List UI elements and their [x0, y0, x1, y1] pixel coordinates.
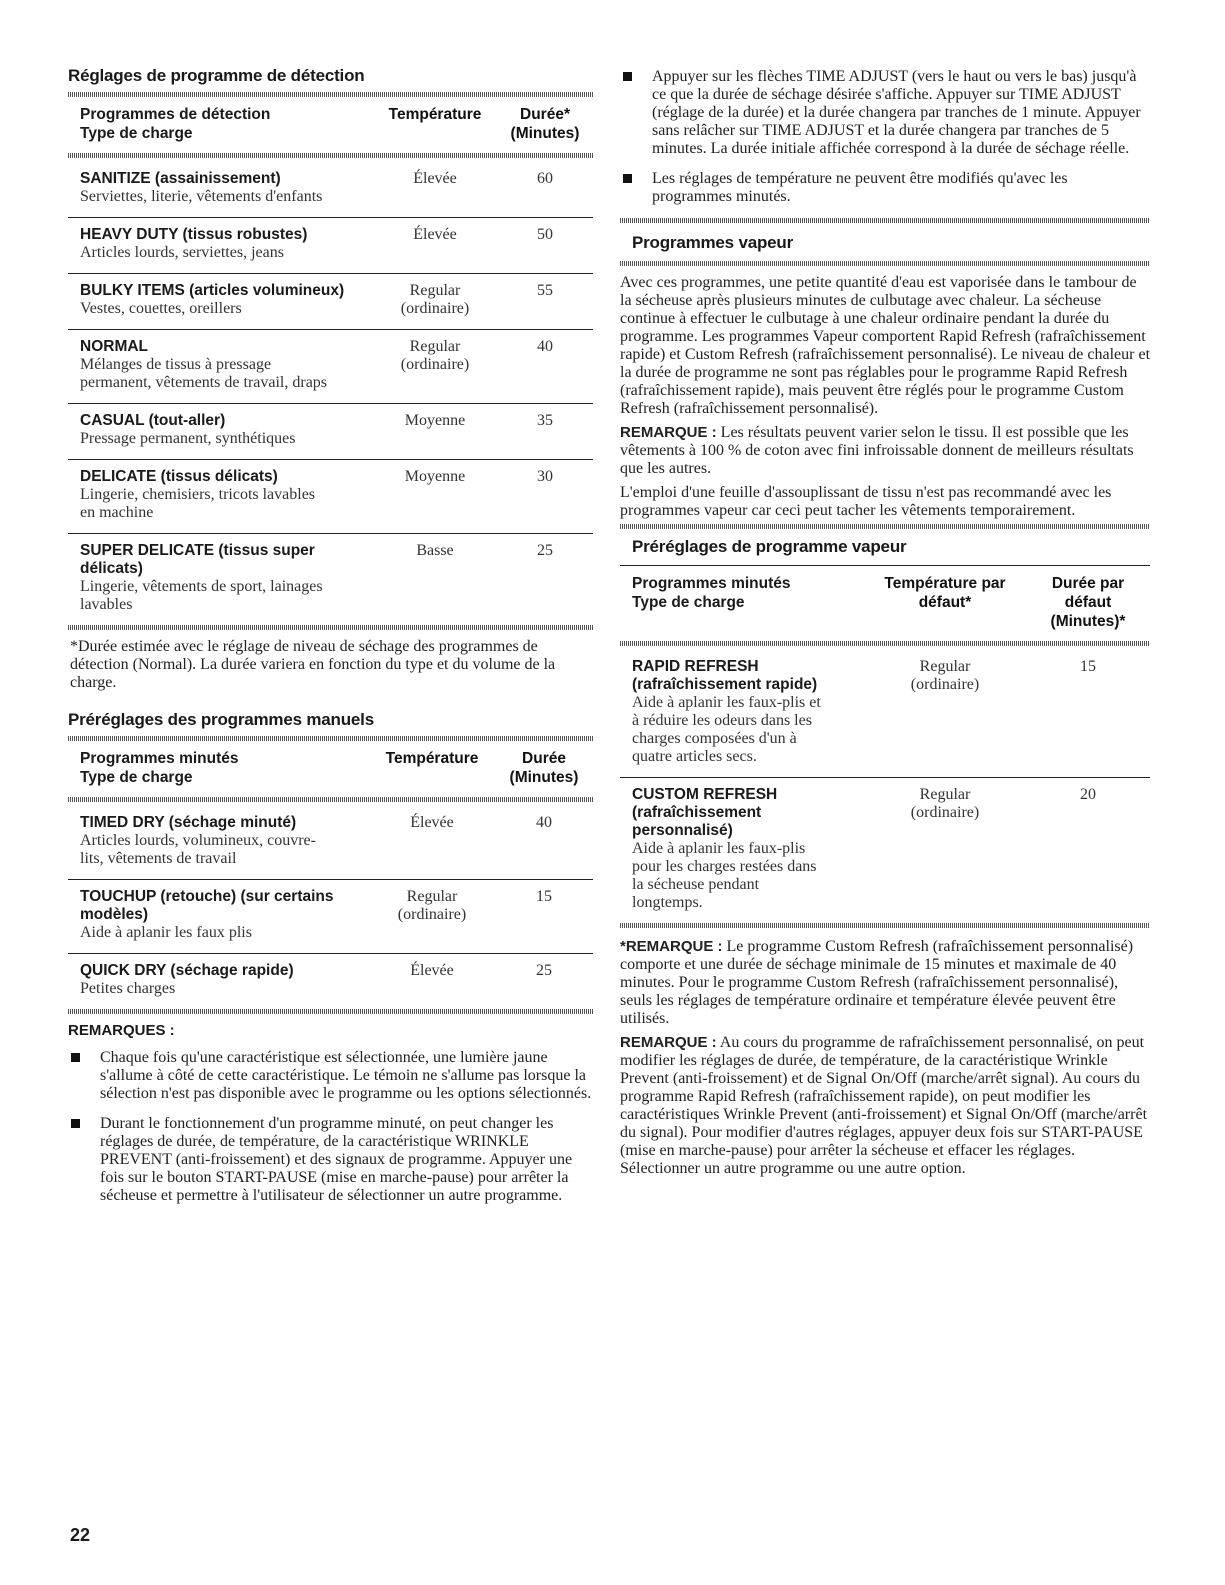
header-minutes: (Minutes)	[510, 125, 580, 142]
left-column	[68, 66, 593, 1217]
table-row	[68, 534, 593, 625]
header-default: défaut	[1064, 594, 1112, 611]
program-name: HEAVY DUTY (tissus robustes)	[80, 226, 308, 243]
program-description: Articles lourds, volumineux, couvre-lits, vêtements de travail	[80, 832, 316, 867]
steam-paragraph: Avec ces programmes, une petite quantité d'eau est vaporisée dans le tambour de la sécheuse après plusieurs minutes de culbutage avec chaleur. La sécheuse continue à effectuer le culbutage à une chaleur ordinaire pendant la durée du programme. Les programmes Vapeur comportent Rapid Refresh (rafraîchissement rapide) et Custom Refresh (rafraîchissement personnalisé). Le niveau de chaleur et la durée de programme ne sont pas réglables pour le programme Rapid Refresh (rafraîchissement rapide), mais peuvent être réglés pour le programme Custom Refresh (rafraîchissement personnalisé).	[620, 274, 1151, 417]
program-description: Aide à aplanir les faux-plis et à réduire les odeurs dans les charges composées d'un à quatre articles secs.	[632, 694, 821, 765]
program-duration: 60	[537, 170, 553, 187]
program-duration: 30	[537, 468, 553, 485]
divider	[68, 1009, 593, 1014]
detection-title: Réglages de programme de détection	[68, 66, 365, 85]
divider	[620, 261, 1150, 266]
header-default: défaut*	[918, 594, 972, 611]
note-text: Le programme Custom Refresh (rafraîchissement personnalisé) comporte et une durée de séchage minimale de 15 minutes et maximale de 40 minutes. Pour le programme Custom Refresh (rafraîchissement personnalisé), seuls les réglages de température ordinaire et température élevée peuvent être utilisés.	[620, 938, 1134, 1027]
program-description: Serviettes, literie, vêtements d'enfants	[80, 188, 323, 205]
program-description: Lingerie, chemisiers, tricots lavables en machine	[80, 486, 316, 521]
manual-table	[68, 741, 593, 1009]
program-name: CASUAL (tout-aller)	[80, 412, 226, 429]
program-name: CUSTOM REFRESH (rafraîchissement personnalisé)	[632, 786, 778, 839]
header-program: Programmes minutés	[80, 750, 239, 767]
header-program: Programmes de détection	[80, 106, 271, 123]
program-duration: 50	[537, 226, 553, 243]
list-item	[68, 1049, 593, 1103]
header-load: Type de charge	[80, 769, 193, 786]
detection-table-header	[68, 97, 593, 153]
steam-title: Programmes vapeur	[632, 233, 794, 252]
steam-table-header	[620, 566, 1150, 641]
manual-rows	[68, 802, 593, 1009]
detection-rows	[68, 158, 593, 625]
program-duration: 20	[1080, 786, 1096, 803]
header-duration: Durée par	[1051, 575, 1125, 592]
program-duration: 25	[536, 962, 552, 979]
remarks-list	[68, 1049, 593, 1205]
program-description: Aide à aplanir les faux plis	[80, 924, 252, 941]
program-temperature: Élevée	[413, 170, 457, 187]
table-row	[68, 880, 593, 953]
header-temperature: Température par	[884, 575, 1006, 592]
list-item	[68, 1115, 593, 1205]
program-temperature: Regular (ordinaire)	[400, 282, 470, 317]
remarks-title: REMARQUES :	[68, 1022, 175, 1039]
time-adjust-list	[620, 68, 1150, 206]
program-description: Articles lourds, serviettes, jeans	[80, 244, 284, 261]
list-item	[620, 68, 1150, 158]
program-description: Mélanges de tissus à pressage permanent, vêtements de travail, draps	[80, 356, 328, 391]
program-name: RAPID REFRESH (rafraîchissement rapide)	[632, 658, 818, 693]
table-row	[68, 158, 593, 217]
header-temperature: Température	[385, 750, 479, 767]
program-temperature: Regular (ordinaire)	[397, 888, 467, 923]
header-minutes: (Minutes)*	[1050, 613, 1126, 630]
remark-text: Chaque fois qu'une caractéristique est sélectionnée, une lumière jaune s'allume à côté de cette caractéristique. Le témoin ne s'allume pas lorsque la sélection n'est pas disponible avec le programme ou les options sélectionnés.	[100, 1049, 592, 1102]
steam-note	[620, 424, 1150, 478]
note-label: *REMARQUE :	[620, 938, 723, 955]
program-description: Pressage permanent, synthétiques	[80, 430, 296, 447]
note-text: Les résultats peuvent varier selon le tissu. Il est possible que les vêtements à 100 % de coton avec fini infroissable donnent de meilleurs résultats que les autres.	[620, 424, 1134, 477]
manual-table-header	[68, 741, 593, 797]
program-temperature: Élevée	[410, 962, 454, 979]
steam-presets-table	[620, 566, 1150, 923]
header-load: Type de charge	[632, 594, 745, 611]
program-description: Vestes, couettes, oreillers	[80, 300, 242, 317]
program-description: Lingerie, vêtements de sport, lainages lavables	[80, 578, 323, 613]
manual-title: Préréglages des programmes manuels	[68, 710, 374, 729]
program-duration: 55	[537, 282, 553, 299]
program-duration: 40	[537, 338, 553, 355]
header-minutes: (Minutes)	[509, 769, 579, 786]
remark-text: Durant le fonctionnement d'un programme minuté, on peut changer les réglages de durée, de température, de la caractéristique WRINKLE PREVENT (anti-froissement) et des signaux de programme. Appuyer une fois sur le bouton START-PAUSE (mise en marche-pause) pour arrêter la sécheuse et permettre à l'utilisateur de sélectionner un autre programme.	[100, 1115, 573, 1204]
table-row	[68, 404, 593, 459]
program-temperature: Regular (ordinaire)	[910, 658, 980, 693]
program-description: Petites charges	[80, 980, 176, 997]
table-row	[620, 778, 1150, 923]
program-name: QUICK DRY (séchage rapide)	[80, 962, 294, 979]
table-row	[68, 954, 593, 1009]
divider	[68, 625, 593, 630]
program-duration: 35	[537, 412, 553, 429]
program-temperature: Élevée	[413, 226, 457, 243]
header-duration: Durée*	[520, 106, 570, 123]
detection-footnote: *Durée estimée avec le réglage de niveau de séchage des programmes de détection (Normal). La durée variera en fonction du type et du volume de la charge.	[70, 638, 556, 691]
table-row	[68, 218, 593, 273]
program-temperature: Moyenne	[404, 468, 466, 485]
program-temperature: Élevée	[410, 814, 454, 831]
steam-note-2	[620, 1034, 1150, 1178]
table-row	[68, 330, 593, 403]
right-column	[620, 66, 1150, 1178]
program-name: NORMAL	[80, 338, 149, 355]
program-name: SANITIZE (assainissement)	[80, 170, 281, 187]
note-label: REMARQUE :	[620, 1034, 717, 1051]
steam-rows	[620, 646, 1150, 923]
divider	[620, 923, 1150, 928]
program-temperature: Moyenne	[404, 412, 466, 429]
detection-table	[68, 97, 593, 625]
program-name: BULKY ITEMS (articles volumineux)	[80, 282, 345, 299]
table-row	[68, 802, 593, 879]
table-row	[68, 460, 593, 533]
header-duration: Durée	[522, 750, 566, 767]
steam-presets-title: Préréglages de programme vapeur	[632, 537, 907, 556]
program-temperature: Basse	[416, 542, 454, 559]
header-load: Type de charge	[80, 125, 193, 142]
header-temperature: Température	[388, 106, 482, 123]
program-name: DELICATE (tissus délicats)	[80, 468, 278, 485]
page-number: 22	[70, 1525, 91, 1545]
note-label: REMARQUE :	[620, 424, 717, 441]
header-program: Programmes minutés	[632, 575, 791, 592]
program-duration: 40	[536, 814, 552, 831]
program-name: SUPER DELICATE (tissus super délicats)	[80, 542, 315, 577]
program-duration: 15	[536, 888, 552, 905]
bullet-text: Les réglages de température ne peuvent être modifiés qu'avec les programmes minutés.	[652, 170, 1068, 205]
program-name: TIMED DRY (séchage minuté)	[80, 814, 297, 831]
program-duration: 25	[537, 542, 553, 559]
steam-softener-paragraph: L'emploi d'une feuille d'assouplissant de tissu n'est pas recommandé avec les programmes vapeur car ceci peut tacher les vêtements temporairement.	[620, 484, 1112, 519]
list-item	[620, 170, 1150, 206]
program-temperature: Regular (ordinaire)	[910, 786, 980, 821]
program-duration: 15	[1080, 658, 1096, 675]
program-description: Aide à aplanir les faux-plis pour les charges restées dans la sécheuse pendant longtemps.	[632, 840, 817, 911]
note-text: Au cours du programme de rafraîchissement personnalisé, on peut modifier les réglages de durée, de température, de la caractéristique Wrinkle Prevent (anti-froissement) et de Signal On/Off (marche/arrêt signal). Au cours du programme Rapid Refresh (rafraîchissement rapide), on peut modifier les caractéristiques Wrinkle Prevent (anti-froissement) et Signal On/Off (marche/arrêt du signal). Pour modifier d'autres réglages, appuyer deux fois sur START-PAUSE (mise en marche-pause) pour arrêter la sécheuse et effacer les réglages. Sélectionner un autre programme ou une autre option.	[620, 1034, 1148, 1177]
bullet-text: Appuyer sur les flèches TIME ADJUST (vers le haut ou vers le bas) jusqu'à ce que la durée de séchage désirée s'affiche. Appuyer sur TIME ADJUST (réglage de la durée) et la durée changera par tranches de 1 minute. Appuyer sans relâcher sur TIME ADJUST et la durée changera par tranches de 5 minutes. La durée initiale affichée correspond à la durée de séchage réelle.	[652, 68, 1141, 157]
table-row	[620, 646, 1150, 777]
steam-note-1	[620, 938, 1150, 1028]
table-row	[68, 274, 593, 329]
program-temperature: Regular (ordinaire)	[400, 338, 470, 373]
program-name: TOUCHUP (retouche) (sur certains modèles)	[80, 888, 334, 923]
